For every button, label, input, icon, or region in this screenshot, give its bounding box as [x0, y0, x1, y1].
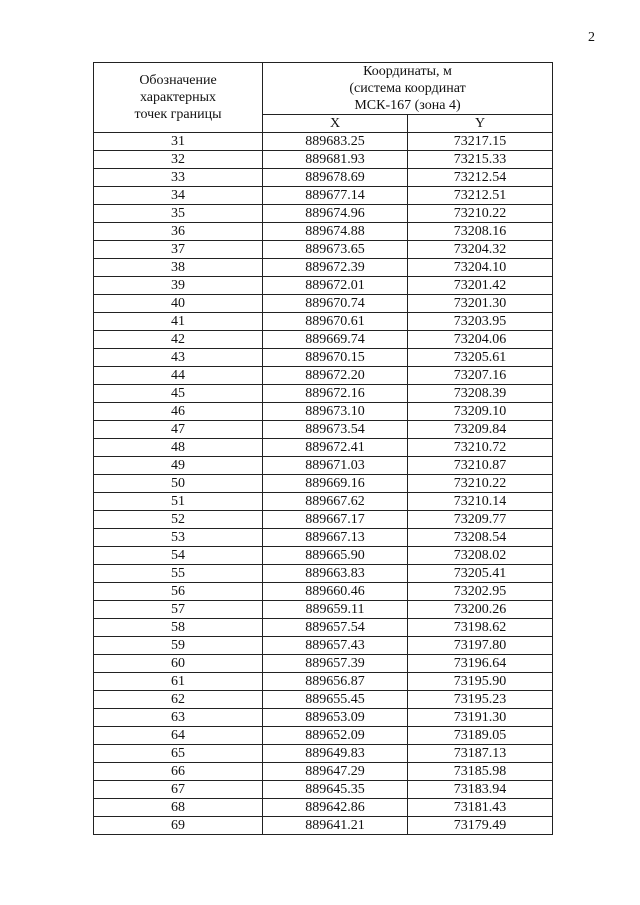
- point-number-cell: 56: [94, 583, 263, 601]
- point-number-cell: 42: [94, 331, 263, 349]
- coordinates-table: [93, 62, 553, 835]
- y-coordinate-cell: 73181.43: [408, 799, 553, 817]
- point-number-cell: 65: [94, 745, 263, 763]
- point-number-cell: 34: [94, 187, 263, 205]
- point-number-cell: 67: [94, 781, 263, 799]
- y-coordinate-cell: 73209.10: [408, 403, 553, 421]
- point-number-cell: 37: [94, 241, 263, 259]
- y-coordinate-cell: 73208.54: [408, 529, 553, 547]
- point-header-line: Обозначение: [139, 73, 217, 88]
- y-coordinate-cell: 73191.30: [408, 709, 553, 727]
- point-number-cell: 61: [94, 673, 263, 691]
- table-row: [94, 493, 553, 511]
- point-number-cell: 69: [94, 817, 263, 835]
- x-coordinate-cell: 889649.83: [263, 745, 408, 763]
- coords-header-line: Координаты, м: [363, 64, 452, 79]
- x-column-header: X: [263, 115, 408, 133]
- point-number-cell: 41: [94, 313, 263, 331]
- y-coordinate-cell: 73208.16: [408, 223, 553, 241]
- point-number-cell: 32: [94, 151, 263, 169]
- table-row: [94, 727, 553, 745]
- point-number-cell: 55: [94, 565, 263, 583]
- x-coordinate-cell: 889674.96: [263, 205, 408, 223]
- x-coordinate-cell: 889673.10: [263, 403, 408, 421]
- point-number-cell: 53: [94, 529, 263, 547]
- table-row: [94, 709, 553, 727]
- point-number-cell: 57: [94, 601, 263, 619]
- y-coordinate-cell: 73200.26: [408, 601, 553, 619]
- point-number-cell: 46: [94, 403, 263, 421]
- x-coordinate-cell: 889657.43: [263, 637, 408, 655]
- point-number-cell: 68: [94, 799, 263, 817]
- y-coordinate-cell: 73202.95: [408, 583, 553, 601]
- table-row: [94, 295, 553, 313]
- x-coordinate-cell: 889672.16: [263, 385, 408, 403]
- x-coordinate-cell: 889647.29: [263, 763, 408, 781]
- y-coordinate-cell: 73215.33: [408, 151, 553, 169]
- point-number-cell: 48: [94, 439, 263, 457]
- point-number-cell: 60: [94, 655, 263, 673]
- table-row: [94, 223, 553, 241]
- y-coordinate-cell: 73207.16: [408, 367, 553, 385]
- x-coordinate-cell: 889672.20: [263, 367, 408, 385]
- point-number-cell: 59: [94, 637, 263, 655]
- point-number-cell: 66: [94, 763, 263, 781]
- point-number-cell: 54: [94, 547, 263, 565]
- point-number-cell: 31: [94, 133, 263, 151]
- table-row: [94, 313, 553, 331]
- table-row: [94, 205, 553, 223]
- x-coordinate-cell: 889645.35: [263, 781, 408, 799]
- x-coordinate-cell: 889642.86: [263, 799, 408, 817]
- page-number: 2: [588, 30, 595, 45]
- y-coordinate-cell: 73208.39: [408, 385, 553, 403]
- x-coordinate-cell: 889670.15: [263, 349, 408, 367]
- point-header-line: характерных: [139, 90, 217, 105]
- point-number-cell: 63: [94, 709, 263, 727]
- table-row: [94, 799, 553, 817]
- table-row: [94, 241, 553, 259]
- coordinates-header: [263, 63, 553, 115]
- table-row: [94, 439, 553, 457]
- table-row: [94, 349, 553, 367]
- point-designation-header: [94, 63, 263, 133]
- x-coordinate-cell: 889660.46: [263, 583, 408, 601]
- point-number-cell: 62: [94, 691, 263, 709]
- table-row: [94, 259, 553, 277]
- table-row: [94, 655, 553, 673]
- x-coordinate-cell: 889653.09: [263, 709, 408, 727]
- table-row: [94, 187, 553, 205]
- x-coordinate-cell: 889673.65: [263, 241, 408, 259]
- table-row: [94, 403, 553, 421]
- point-number-cell: 51: [94, 493, 263, 511]
- table-row: [94, 277, 553, 295]
- x-coordinate-cell: 889663.83: [263, 565, 408, 583]
- y-coordinate-cell: 73204.32: [408, 241, 553, 259]
- table-row: [94, 457, 553, 475]
- x-coordinate-cell: 889677.14: [263, 187, 408, 205]
- table-row: [94, 619, 553, 637]
- y-coordinate-cell: 73201.42: [408, 277, 553, 295]
- point-number-cell: 50: [94, 475, 263, 493]
- x-coordinate-cell: 889670.74: [263, 295, 408, 313]
- x-coordinate-cell: 889641.21: [263, 817, 408, 835]
- x-coordinate-cell: 889667.17: [263, 511, 408, 529]
- y-coordinate-cell: 73212.54: [408, 169, 553, 187]
- table-row: [94, 385, 553, 403]
- x-coordinate-cell: 889665.90: [263, 547, 408, 565]
- point-number-cell: 33: [94, 169, 263, 187]
- y-coordinate-cell: 73198.62: [408, 619, 553, 637]
- y-coordinate-cell: 73185.98: [408, 763, 553, 781]
- table-header-row: [94, 63, 553, 115]
- table-row: [94, 691, 553, 709]
- y-coordinate-cell: 73195.90: [408, 673, 553, 691]
- x-coordinate-cell: 889673.54: [263, 421, 408, 439]
- y-coordinate-cell: 73197.80: [408, 637, 553, 655]
- y-coordinate-cell: 73196.64: [408, 655, 553, 673]
- y-coordinate-cell: 73205.41: [408, 565, 553, 583]
- point-number-cell: 43: [94, 349, 263, 367]
- table-row: [94, 745, 553, 763]
- point-header-line: точек границы: [134, 107, 222, 122]
- table-row: [94, 763, 553, 781]
- y-coordinate-cell: 73210.14: [408, 493, 553, 511]
- table-row: [94, 547, 553, 565]
- y-coordinate-cell: 73201.30: [408, 295, 553, 313]
- x-coordinate-cell: 889672.41: [263, 439, 408, 457]
- y-coordinate-cell: 73208.02: [408, 547, 553, 565]
- y-coordinate-cell: 73210.22: [408, 205, 553, 223]
- point-number-cell: 47: [94, 421, 263, 439]
- y-coordinate-cell: 73204.06: [408, 331, 553, 349]
- x-coordinate-cell: 889672.39: [263, 259, 408, 277]
- x-coordinate-cell: 889655.45: [263, 691, 408, 709]
- y-coordinate-cell: 73210.87: [408, 457, 553, 475]
- table-row: [94, 673, 553, 691]
- coords-header-line: (система координат: [349, 81, 466, 96]
- y-coordinate-cell: 73183.94: [408, 781, 553, 799]
- y-column-header: Y: [408, 115, 553, 133]
- y-coordinate-cell: 73189.05: [408, 727, 553, 745]
- table-row: [94, 637, 553, 655]
- y-coordinate-cell: 73209.84: [408, 421, 553, 439]
- table-row: [94, 133, 553, 151]
- y-coordinate-cell: 73187.13: [408, 745, 553, 763]
- table-row: [94, 421, 553, 439]
- point-number-cell: 52: [94, 511, 263, 529]
- point-number-cell: 36: [94, 223, 263, 241]
- point-number-cell: 39: [94, 277, 263, 295]
- table-body: [94, 133, 553, 835]
- point-number-cell: 64: [94, 727, 263, 745]
- x-coordinate-cell: 889667.13: [263, 529, 408, 547]
- x-coordinate-cell: 889683.25: [263, 133, 408, 151]
- point-number-cell: 38: [94, 259, 263, 277]
- table-row: [94, 529, 553, 547]
- table-row: [94, 565, 553, 583]
- y-coordinate-cell: 73212.51: [408, 187, 553, 205]
- y-coordinate-cell: 73205.61: [408, 349, 553, 367]
- x-coordinate-cell: 889652.09: [263, 727, 408, 745]
- table-row: [94, 601, 553, 619]
- y-coordinate-cell: 73195.23: [408, 691, 553, 709]
- y-coordinate-cell: 73179.49: [408, 817, 553, 835]
- x-coordinate-cell: 889657.39: [263, 655, 408, 673]
- point-number-cell: 58: [94, 619, 263, 637]
- x-coordinate-cell: 889659.11: [263, 601, 408, 619]
- y-coordinate-cell: 73203.95: [408, 313, 553, 331]
- table-row: [94, 151, 553, 169]
- x-coordinate-cell: 889678.69: [263, 169, 408, 187]
- y-coordinate-cell: 73210.22: [408, 475, 553, 493]
- x-coordinate-cell: 889671.03: [263, 457, 408, 475]
- x-coordinate-cell: 889656.87: [263, 673, 408, 691]
- point-number-cell: 35: [94, 205, 263, 223]
- table-row: [94, 169, 553, 187]
- x-coordinate-cell: 889657.54: [263, 619, 408, 637]
- x-coordinate-cell: 889681.93: [263, 151, 408, 169]
- x-coordinate-cell: 889669.16: [263, 475, 408, 493]
- coords-header-line: МСК-167 (зона 4): [354, 98, 461, 113]
- point-number-cell: 45: [94, 385, 263, 403]
- y-coordinate-cell: 73204.10: [408, 259, 553, 277]
- point-number-cell: 49: [94, 457, 263, 475]
- y-coordinate-cell: 73217.15: [408, 133, 553, 151]
- point-number-cell: 44: [94, 367, 263, 385]
- table-row: [94, 817, 553, 835]
- point-number-cell: 40: [94, 295, 263, 313]
- table-row: [94, 331, 553, 349]
- x-coordinate-cell: 889669.74: [263, 331, 408, 349]
- x-coordinate-cell: 889667.62: [263, 493, 408, 511]
- table-row: [94, 511, 553, 529]
- y-coordinate-cell: 73210.72: [408, 439, 553, 457]
- table-row: [94, 583, 553, 601]
- table-row: [94, 475, 553, 493]
- x-coordinate-cell: 889672.01: [263, 277, 408, 295]
- table-row: [94, 367, 553, 385]
- x-coordinate-cell: 889670.61: [263, 313, 408, 331]
- x-coordinate-cell: 889674.88: [263, 223, 408, 241]
- table-row: [94, 781, 553, 799]
- y-coordinate-cell: 73209.77: [408, 511, 553, 529]
